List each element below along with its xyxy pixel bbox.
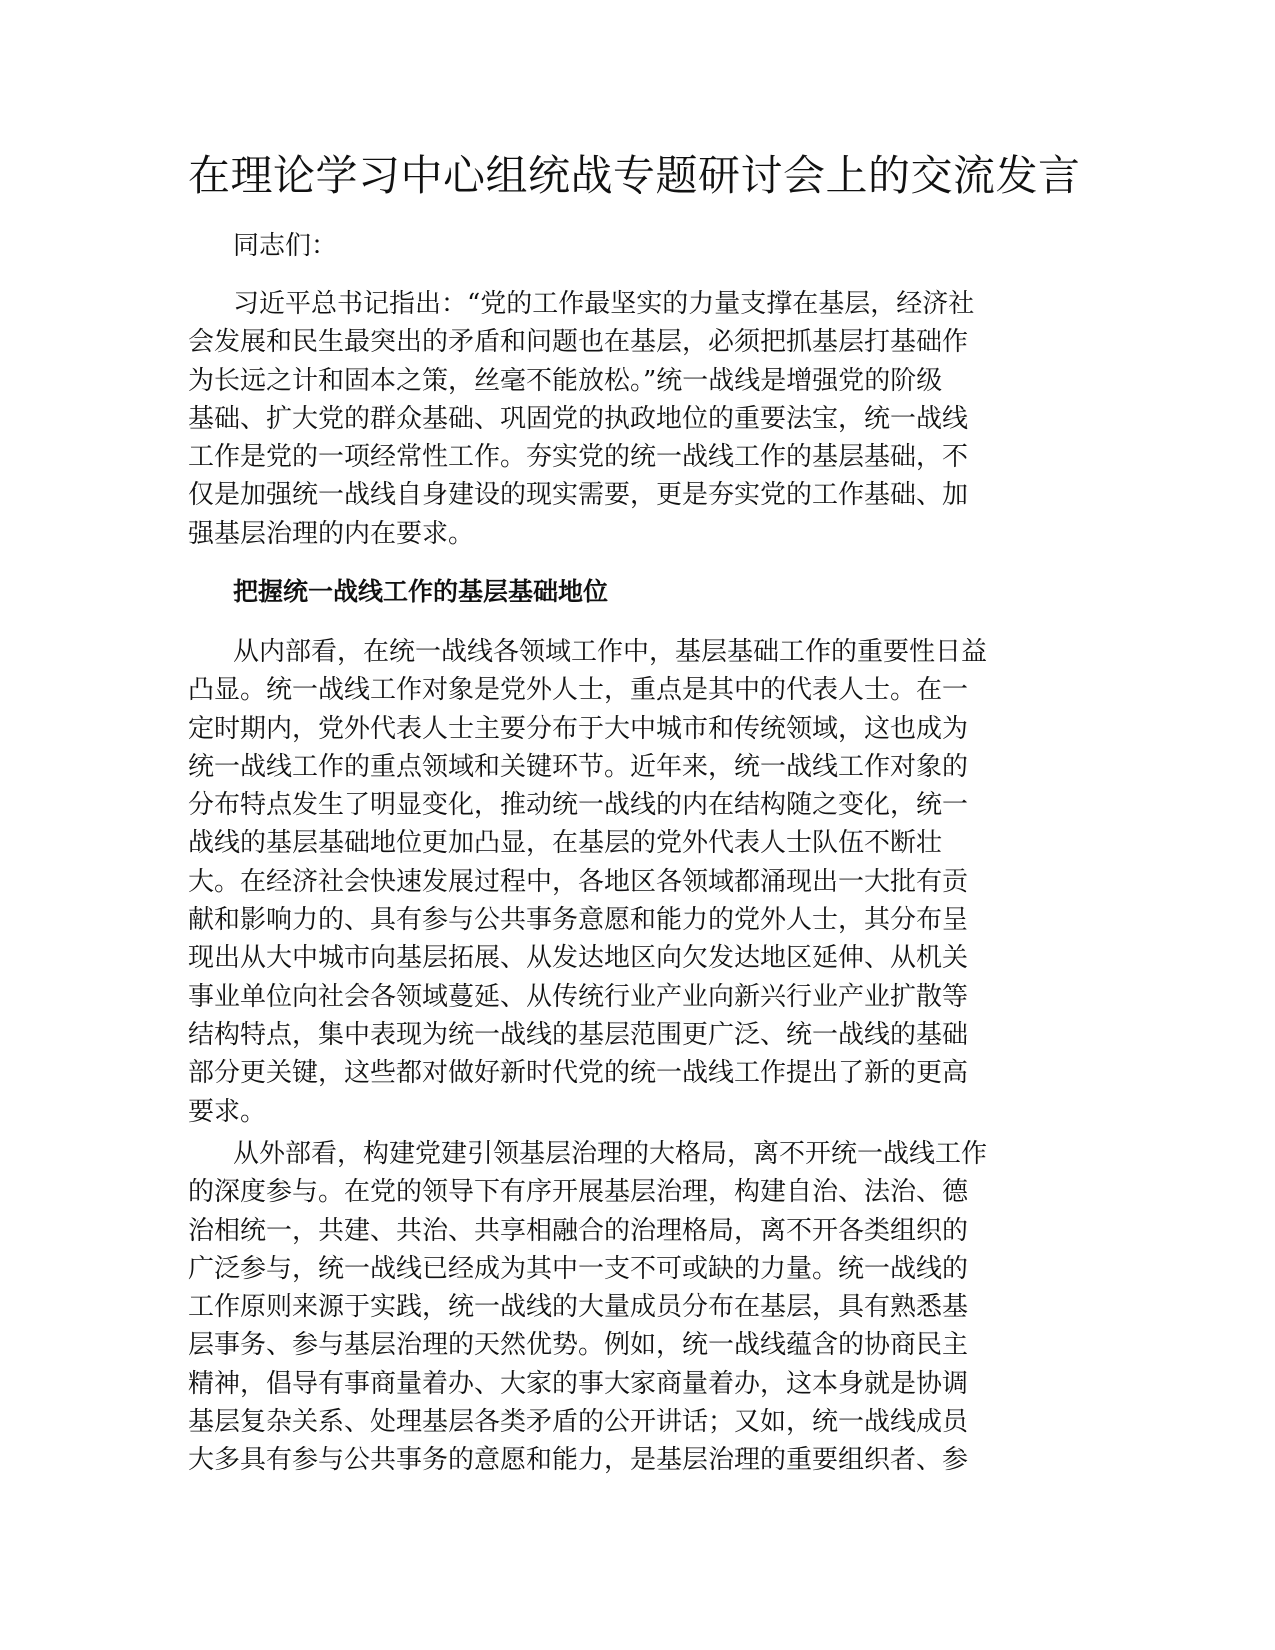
paragraph-line: 广泛参与，统一战线已经成为其中一支不可或缺的力量。统一战线的 (188, 1253, 969, 1284)
paragraph-internal (188, 633, 1078, 1131)
paragraph-line: 强基层治理的内在要求。 (188, 518, 475, 549)
paragraph-line: 凸显。统一战线工作对象是党外人士，重点是其中的代表人士。在一 (188, 675, 969, 706)
salutation: 同志们： (233, 231, 338, 261)
paragraph-line: 献和影响力的、具有参与公共事务意愿和能力的党外人士，其分布呈 (188, 905, 969, 936)
paragraph-line: 大。在经济社会快速发展过程中，各地区各领域都涌现出一大批有贡 (188, 866, 969, 897)
paragraph-line: 治相统一，共建、共治、共享相融合的治理格局，离不开各类组织的 (188, 1215, 969, 1246)
paragraph-line: 会发展和民生最突出的矛盾和问题也在基层，必须把抓基层打基础作 (188, 327, 969, 358)
paragraph-line: 结构特点，集中表现为统一战线的基层范围更广泛、统一战线的基础 (188, 1019, 969, 1050)
paragraph-line: 基层复杂关系、处理基层各类矛盾的公开讲话；又如，统一战线成员 (188, 1407, 969, 1438)
paragraph-line: 定时期内，党外代表人士主要分布于大中城市和传统领域，这也成为 (188, 713, 969, 744)
paragraph-line: 大多具有参与公共事务的意愿和能力，是基层治理的重要组织者、参 (188, 1445, 969, 1476)
paragraph-line: 为长远之计和固本之策，丝毫不能放松。”统一战线是增强党的阶级 (188, 365, 943, 396)
paragraph-line: 从内部看，在统一战线各领域工作中，基层基础工作的重要性日益 (233, 637, 988, 667)
paragraph-line: 习近平总书记指出：“党的工作最坚实的力量支撑在基层，经济社 (233, 289, 975, 319)
document-title: 在理论学习中心组统战专题研讨会上的交流发言 (188, 151, 1081, 200)
paragraph-line: 的深度参与。在党的领导下有序开展基层治理，构建自治、法治、德 (188, 1177, 969, 1208)
paragraph-external (188, 1135, 1078, 1480)
paragraph-line: 事业单位向社会各领域蔓延、从传统行业产业向新兴行业产业扩散等 (188, 981, 969, 1012)
paragraph-line: 要求。 (188, 1096, 267, 1127)
paragraph-line: 现出从大中城市向基层拓展、从发达地区向欠发达地区延伸、从机关 (188, 943, 969, 974)
paragraph-line: 分布特点发生了明显变化，推动统一战线的内在结构随之变化，统一 (188, 790, 969, 821)
paragraph-line: 统一战线工作的重点领域和关键环节。近年来，统一战线工作对象的 (188, 751, 969, 782)
paragraph-line: 战线的基层基础地位更加凸显，在基层的党外代表人士队伍不断壮 (188, 828, 943, 859)
paragraph-line: 仅是加强统一战线自身建设的现实需要，更是夯实党的工作基础、加 (188, 480, 969, 511)
paragraph-line: 工作是党的一项经常性工作。夯实党的统一战线工作的基层基础，不 (188, 442, 969, 473)
paragraph-line: 部分更关键，这些都对做好新时代党的统一战线工作提出了新的更高 (188, 1058, 969, 1089)
paragraph-line: 精神，倡导有事商量着办、大家的事大家商量着办，这本身就是协调 (188, 1368, 969, 1399)
paragraph-line: 从外部看，构建党建引领基层治理的大格局，离不开统一战线工作 (233, 1139, 988, 1169)
paragraph-line: 基础、扩大党的群众基础、巩固党的执政地位的重要法宝，统一战线 (188, 403, 969, 434)
paragraph-intro (188, 285, 1078, 553)
paragraph-line: 层事务、参与基层治理的天然优势。例如，统一战线蕴含的协商民主 (188, 1330, 969, 1361)
section-heading: 把握统一战线工作的基层基础地位 (233, 577, 609, 606)
paragraph-line: 工作原则来源于实践，统一战线的大量成员分布在基层，具有熟悉基 (188, 1292, 969, 1323)
